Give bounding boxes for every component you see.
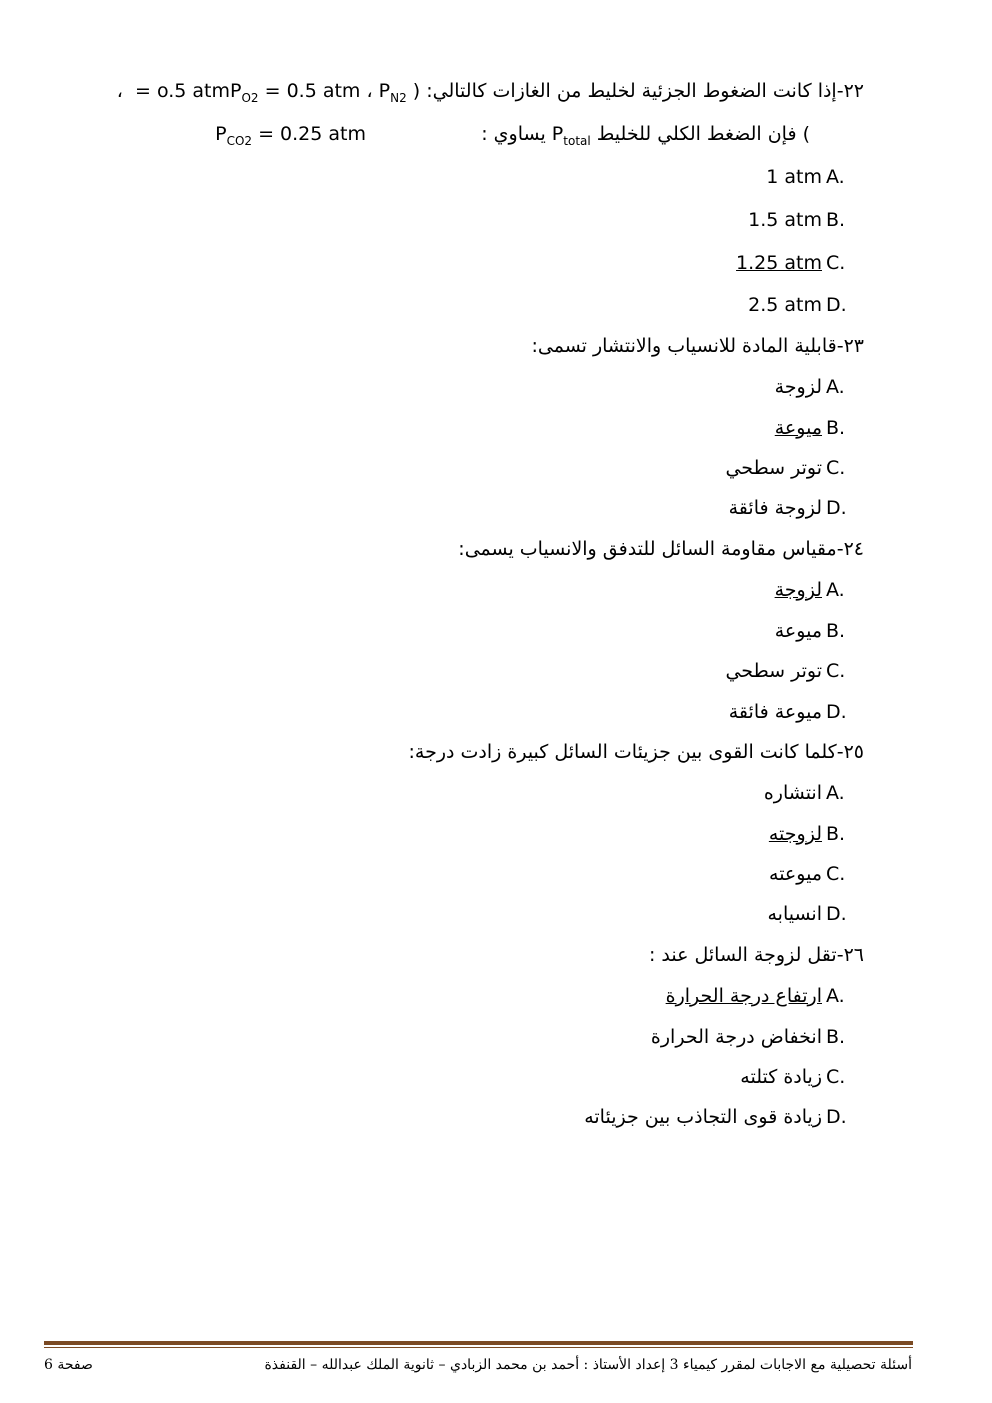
option-25-a: A.انتشاره xyxy=(763,782,845,804)
option-22-d: D.2.5 atm xyxy=(748,294,847,316)
question-22-line-1: ٢٢-إذا كانت الضغوط الجزئية لخليط من الغازات كالتالي: ( $P_{O2} = 0.5$ atm ، $P_{N2} = o.5$ atm ، xyxy=(116,80,864,105)
option-26-b: B.انخفاض درجة الحرارة xyxy=(650,1026,846,1048)
option-25-b: B.لزوجته xyxy=(768,823,846,845)
question-22-pco2: $P_{CO2} = 0.25$ atm xyxy=(215,123,366,148)
option-24-c: C.توتر سطحي xyxy=(725,660,846,682)
question-22-line-2: ) فإن الضغط الكلي للخليط $P_{total}$ يساوي : xyxy=(481,123,810,148)
option-25-c: C.ميوعته xyxy=(769,863,846,885)
option-26-a: A.ارتفاع درجة الحرارة xyxy=(665,985,845,1007)
question-23: ٢٣-قابلية المادة للانسياب والانتشار تسمى: xyxy=(531,335,864,357)
correct-answer: 1.25 atm xyxy=(736,252,822,274)
option-24-d: D.ميوعة فائقة xyxy=(728,701,847,723)
option-23-b: B.ميوعة xyxy=(774,417,846,439)
option-23-d: D.لزوجة فائقة xyxy=(728,497,847,519)
correct-answer: لزوجته xyxy=(768,823,822,845)
option-25-d: D.انسيابه xyxy=(767,903,847,925)
option-23-c: C.توتر سطحي xyxy=(725,457,846,479)
correct-answer: لزوجة xyxy=(774,579,822,601)
option-24-b: B.ميوعة xyxy=(774,620,846,642)
option-22-b: B.1.5 atm xyxy=(748,209,846,231)
correct-answer: ارتفاع درجة الحرارة xyxy=(665,985,822,1007)
correct-answer: ميوعة xyxy=(774,417,822,439)
footer-rule-thin xyxy=(44,1347,913,1348)
page-number: صفحة 6 xyxy=(44,1357,93,1373)
option-26-d: D.زيادة قوى التجاذب بين جزيئاته xyxy=(584,1106,847,1128)
option-23-a: A.لزوجة xyxy=(774,376,845,398)
question-24: ٢٤-مقياس مقاومة السائل للتدفق والانسياب يسمى: xyxy=(458,538,864,560)
option-22-a: A.1 atm xyxy=(766,166,845,188)
option-22-c: C.1.25 atm xyxy=(736,252,846,274)
question-25: ٢٥-كلما كانت القوى بين جزيئات السائل كبيرة زادت درجة: xyxy=(408,741,864,763)
option-24-a: A.لزوجة xyxy=(774,579,845,601)
footer-rule-thick xyxy=(44,1341,913,1345)
footer-title: أسئلة تحصيلية مع الاجابات لمقرر كيمياء 3 إعداد الأستاذ : أحمد بن محمد الزبادي – ثانوية الملك عبدالله – القنفذة xyxy=(264,1357,912,1373)
option-26-c: C.زيادة كتلته xyxy=(740,1066,846,1088)
question-26: ٢٦-تقل لزوجة السائل عند : xyxy=(648,944,864,966)
